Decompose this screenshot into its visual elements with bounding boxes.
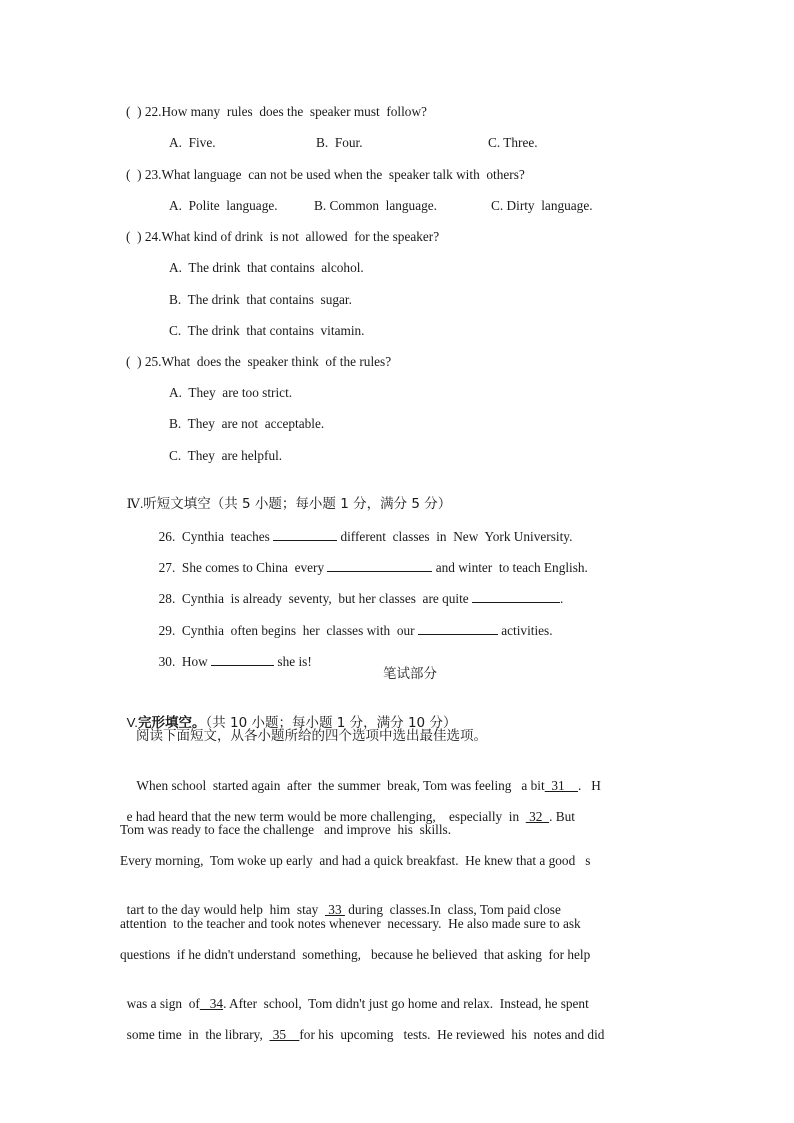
passage-text: When school started again after the summer break, Tom was feeling a bit: [126, 778, 545, 793]
fill-blank-30-after: she is!: [274, 654, 312, 669]
fill-blank-30-before: 30. How: [158, 654, 212, 669]
question-24-option-a: A. The drink that contains alcohol.: [169, 260, 364, 275]
passage-text: . H: [577, 778, 601, 793]
question-22-option-c: C. Three.: [488, 135, 538, 150]
question-24-option-c: C. The drink that contains vitamin.: [169, 323, 365, 338]
question-24-option-b: B. The drink that contains sugar.: [169, 292, 352, 307]
fill-blank-26-line: [273, 527, 337, 541]
section-5-number: V.: [126, 715, 138, 730]
passage-text: tart to the day would help him stay: [126, 902, 325, 917]
fill-blank-28-after: .: [560, 591, 564, 606]
section-4-title: 听短文填空（共 5 小题；每小题 1 分，满分 5 分）: [143, 496, 452, 512]
question-23-option-b: B. Common language.: [314, 198, 437, 213]
passage-line-6: attention to the teacher and took notes whenever necessary. He also made sure to ask: [120, 916, 581, 931]
fill-blank-29-after: activities.: [497, 623, 553, 638]
fill-blank-26-after: different classes in New York University.: [337, 529, 573, 544]
question-24-stem: ( ) 24.What kind of drink is not allowed for the speaker?: [126, 229, 440, 244]
question-22-option-a: A. Five.: [169, 135, 216, 150]
blank-35: 35: [269, 1027, 300, 1042]
passage-line-9: [120, 1008, 604, 1044]
fill-blank-26-before: 26. Cynthia teaches: [158, 529, 274, 544]
section-5-instruction: 阅读下面短文，从各小题所给的四个选项中选出最佳选项。: [136, 728, 487, 744]
fill-blank-28-line: [472, 589, 560, 603]
question-25-option-b: B. They are not acceptable.: [169, 416, 325, 431]
passage-line-4: Every morning, Tom woke up early and had a quick breakfast. He knew that a good s: [120, 853, 591, 868]
section-4-heading: [120, 477, 451, 513]
passage-text: for his upcoming tests. He reviewed his notes and did: [299, 1027, 605, 1042]
fill-blank-29-line: [418, 621, 498, 635]
blank-32: 32: [525, 809, 550, 824]
section-5-bold-title: 完形填空。: [138, 715, 206, 731]
passage-text: during classes.In class, Tom paid close: [344, 902, 561, 917]
written-part-title: 笔试部分: [383, 666, 437, 682]
passage-line-5: [120, 883, 561, 919]
section-5-title-rest: （共 10 小题；每小题 1 分，满分 10 分）: [205, 715, 457, 731]
question-23-option-a: A. Polite language.: [169, 198, 278, 213]
passage-text: was a sign of: [126, 996, 200, 1011]
fill-blank-27-before: 27. She comes to China every: [158, 560, 328, 575]
question-23-option-c: C. Dirty language.: [491, 198, 593, 213]
passage-text: some time in the library,: [126, 1027, 270, 1042]
question-22-stem: ( ) 22.How many rules does the speaker must follow?: [126, 104, 427, 119]
question-23-stem: ( ) 23.What language can not be used when the speaker talk with others?: [126, 167, 525, 182]
fill-blank-29-before: 29. Cynthia often begins her classes with our: [158, 623, 418, 638]
fill-blank-27-line: [327, 558, 432, 572]
question-25-option-a: A. They are too strict.: [169, 385, 293, 400]
passage-text: . But: [549, 809, 575, 824]
passage-text: . After school, Tom didn't just go home and relax. Instead, he spent: [223, 996, 589, 1011]
blank-34: 34: [199, 996, 224, 1011]
fill-blank-28-before: 28. Cynthia is already seventy, but her classes are quite: [158, 591, 473, 606]
fill-blank-30-line: [211, 652, 274, 666]
question-25-stem: ( ) 25.What does the speaker think of the rules?: [126, 354, 392, 369]
passage-text: e had heard that the new term would be more challenging, especially in: [126, 809, 526, 824]
fill-blank-27-after: and winter to teach English.: [432, 560, 588, 575]
section-4-number: Ⅳ.: [126, 496, 144, 511]
passage-line-3: Tom was ready to face the challenge and improve his skills.: [120, 822, 452, 837]
question-22-option-b: B. Four.: [316, 135, 363, 150]
passage-line-7: questions if he didn't understand something, because he believed that asking for help: [120, 947, 591, 962]
fill-blank-30: [152, 634, 312, 671]
blank-31: 31: [544, 778, 578, 793]
blank-33: 33: [324, 902, 345, 917]
question-25-option-c: C. They are helpful.: [169, 448, 283, 463]
